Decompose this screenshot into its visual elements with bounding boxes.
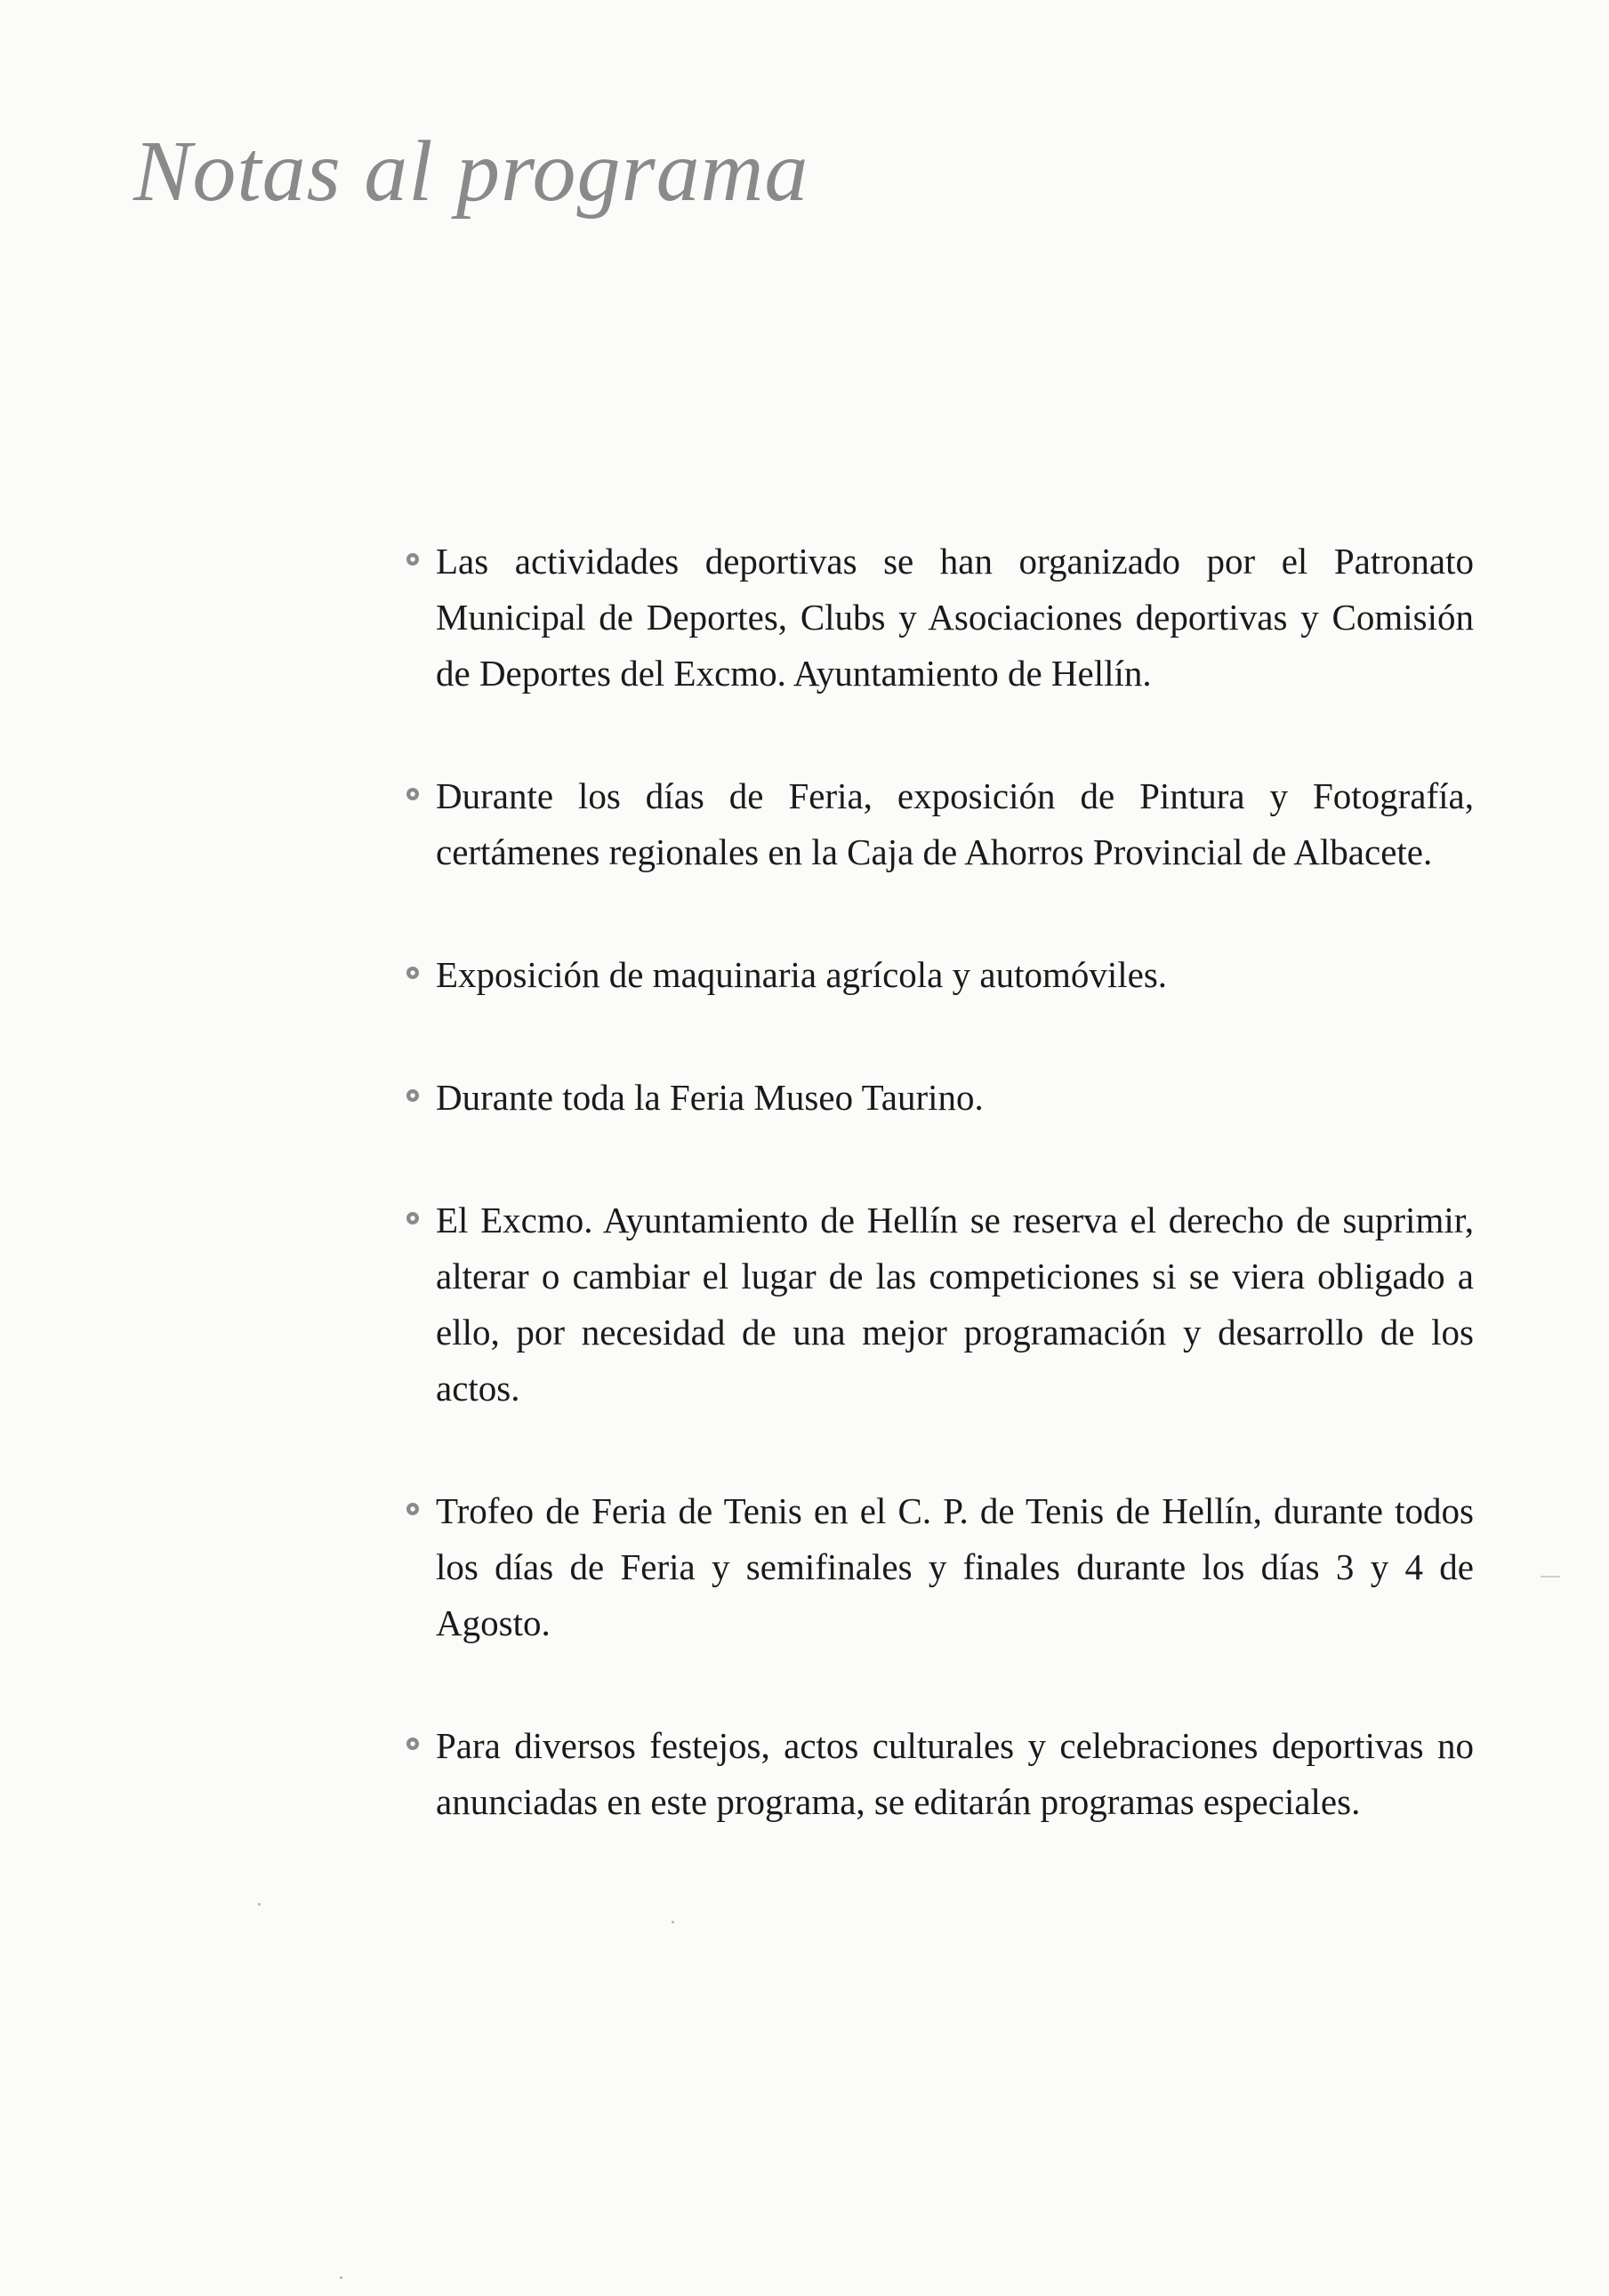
note-text: Trofeo de Feria de Tenis en el C. P. de Tenis de Hellín, durante todos los días de Feria y semifinales y finales durante los días 3 y 4 de Agosto. [436, 1490, 1474, 1643]
note-item-4 [396, 1070, 1474, 1126]
note-text: Para diversos festejos, actos culturales y celebraciones deportivas no anunciadas en este programa, se editarán programas especiales. [436, 1725, 1474, 1822]
paper-speck [672, 1921, 674, 1923]
bullet-icon [406, 1503, 419, 1515]
note-item-3 [396, 947, 1474, 1003]
bullet-icon [406, 1738, 419, 1750]
note-item-6 [396, 1483, 1474, 1651]
bullet-icon [406, 1212, 419, 1224]
bullet-icon [406, 967, 419, 979]
note-item-7 [396, 1718, 1474, 1830]
note-text: Las actividades deportivas se han organizado por el Patronato Municipal de Deportes, Clubs y Asociaciones deportivas y Comisión de Deportes del Excmo. Ayuntamiento de Hellín. [436, 541, 1474, 694]
note-item-1 [396, 534, 1474, 702]
paper-speck [340, 2276, 342, 2279]
paper-speck [258, 1903, 261, 1906]
note-item-2 [396, 768, 1474, 880]
note-text: Durante toda la Feria Museo Taurino. [436, 1077, 984, 1118]
note-item-5 [396, 1192, 1474, 1417]
note-text: Exposición de maquinaria agrícola y automóviles. [436, 954, 1168, 995]
bullet-icon [406, 788, 419, 800]
edge-mark [1541, 1576, 1560, 1577]
note-text: El Excmo. Ayuntamiento de Hellín se reserva el derecho de suprimir, alterar o cambiar el lugar de las competiciones si se viera obligado a ello, por necesidad de una mejor programación y desarrollo de los actos. [436, 1200, 1474, 1409]
page-title: Notas al programa [133, 124, 809, 220]
bullet-icon [406, 1089, 419, 1102]
bullet-icon [406, 553, 419, 566]
notes-list [396, 534, 1474, 1897]
note-text: Durante los días de Feria, exposición de Pintura y Fotografía, certámenes regionales en la Caja de Ahorros Provincial de Albacete. [436, 775, 1474, 872]
